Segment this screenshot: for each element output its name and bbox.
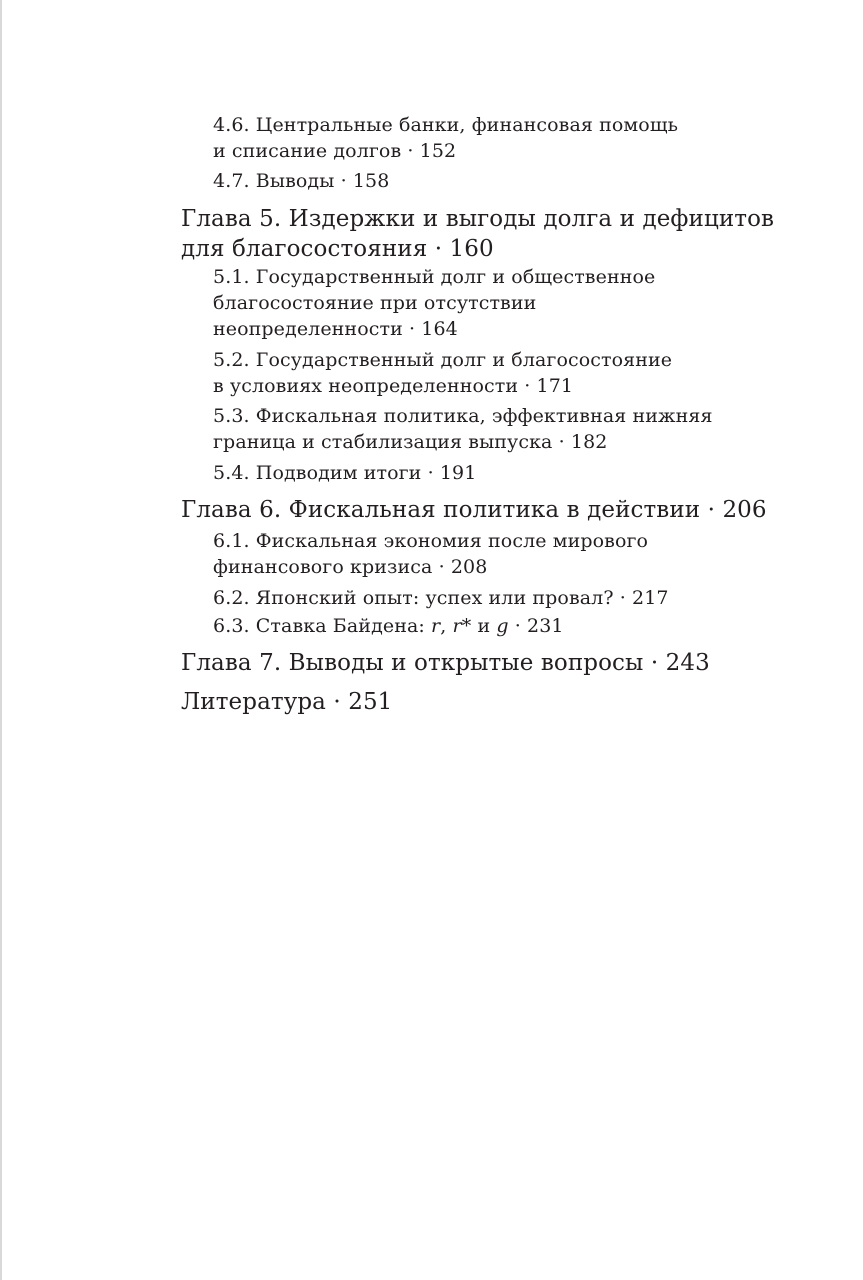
toc-entry-5-2-line-2: в условиях неопределенности · 171	[213, 375, 574, 397]
toc-entry-5-4[interactable]	[213, 460, 476, 486]
toc-chapter-6[interactable]	[181, 495, 767, 525]
toc-literature-line-1: Литература · 251	[181, 689, 393, 715]
toc-entry-5-3[interactable]	[213, 403, 713, 455]
toc-entry-6-3-sep-2: и	[471, 615, 497, 637]
toc-entry-6-1-line-2: финансового кризиса · 208	[213, 556, 488, 578]
toc-entry-5-1-line-2: благосостояние при отсутствии	[213, 292, 537, 314]
toc-entry-5-3-line-2: граница и стабилизация выпуска · 182	[213, 431, 608, 453]
toc-entry-6-3-r: r	[431, 615, 441, 637]
toc-entry-4-7[interactable]	[213, 168, 389, 194]
toc-entry-6-3-prefix: 6.3. Ставка Байдена:	[213, 615, 432, 637]
toc-entry-5-4-line-1: 5.4. Подводим итоги · 191	[213, 462, 477, 484]
toc-entry-5-1-line-3: неопределенности · 164	[213, 318, 458, 340]
toc-entry-5-2-line-1: 5.2. Государственный долг и благосостояние	[213, 349, 673, 371]
toc-entry-6-2[interactable]	[213, 585, 669, 611]
toc-entry-6-1[interactable]	[213, 528, 648, 580]
toc-entry-5-1-line-1: 5.1. Государственный долг и общественное	[213, 266, 656, 288]
toc-entry-5-3-line-1: 5.3. Фискальная политика, эффективная нижняя	[213, 405, 713, 427]
toc-entry-6-3-r-star: r*	[452, 615, 472, 637]
toc-entry-6-3[interactable]	[213, 613, 564, 639]
toc-entry-6-3-g: g	[496, 615, 509, 637]
toc-literature[interactable]	[181, 687, 392, 717]
toc-entry-5-2[interactable]	[213, 347, 672, 399]
toc-entry-5-1[interactable]	[213, 264, 655, 342]
toc-entry-4-7-line-1: 4.7. Выводы · 158	[213, 170, 390, 192]
toc-entry-6-3-line-1	[213, 613, 564, 639]
toc-entry-6-3-sep-1: ,	[440, 615, 453, 637]
toc-chapter-5-line-2: для благосостояния · 160	[181, 236, 494, 262]
toc-chapter-5[interactable]	[181, 204, 774, 264]
toc-entry-4-6-line-2: и списание долгов · 152	[213, 140, 457, 162]
toc-chapter-7-line-1: Глава 7. Выводы и открытые вопросы · 243	[181, 650, 710, 676]
toc-entry-6-3-suffix: · 231	[508, 615, 564, 637]
toc-entry-4-6[interactable]	[213, 112, 678, 164]
toc-entry-6-1-line-1: 6.1. Фискальная экономия после мирового	[213, 530, 649, 552]
toc-chapter-7[interactable]	[181, 648, 710, 678]
toc-chapter-6-line-1: Глава 6. Фискальная политика в действии · 206	[181, 497, 767, 523]
toc-chapter-5-line-1: Глава 5. Издержки и выгоды долга и дефицитов	[181, 206, 775, 232]
toc-entry-6-2-line-1: 6.2. Японский опыт: успех или провал? · 217	[213, 587, 669, 609]
toc-entry-4-6-line-1: 4.6. Центральные банки, финансовая помощь	[213, 114, 679, 136]
